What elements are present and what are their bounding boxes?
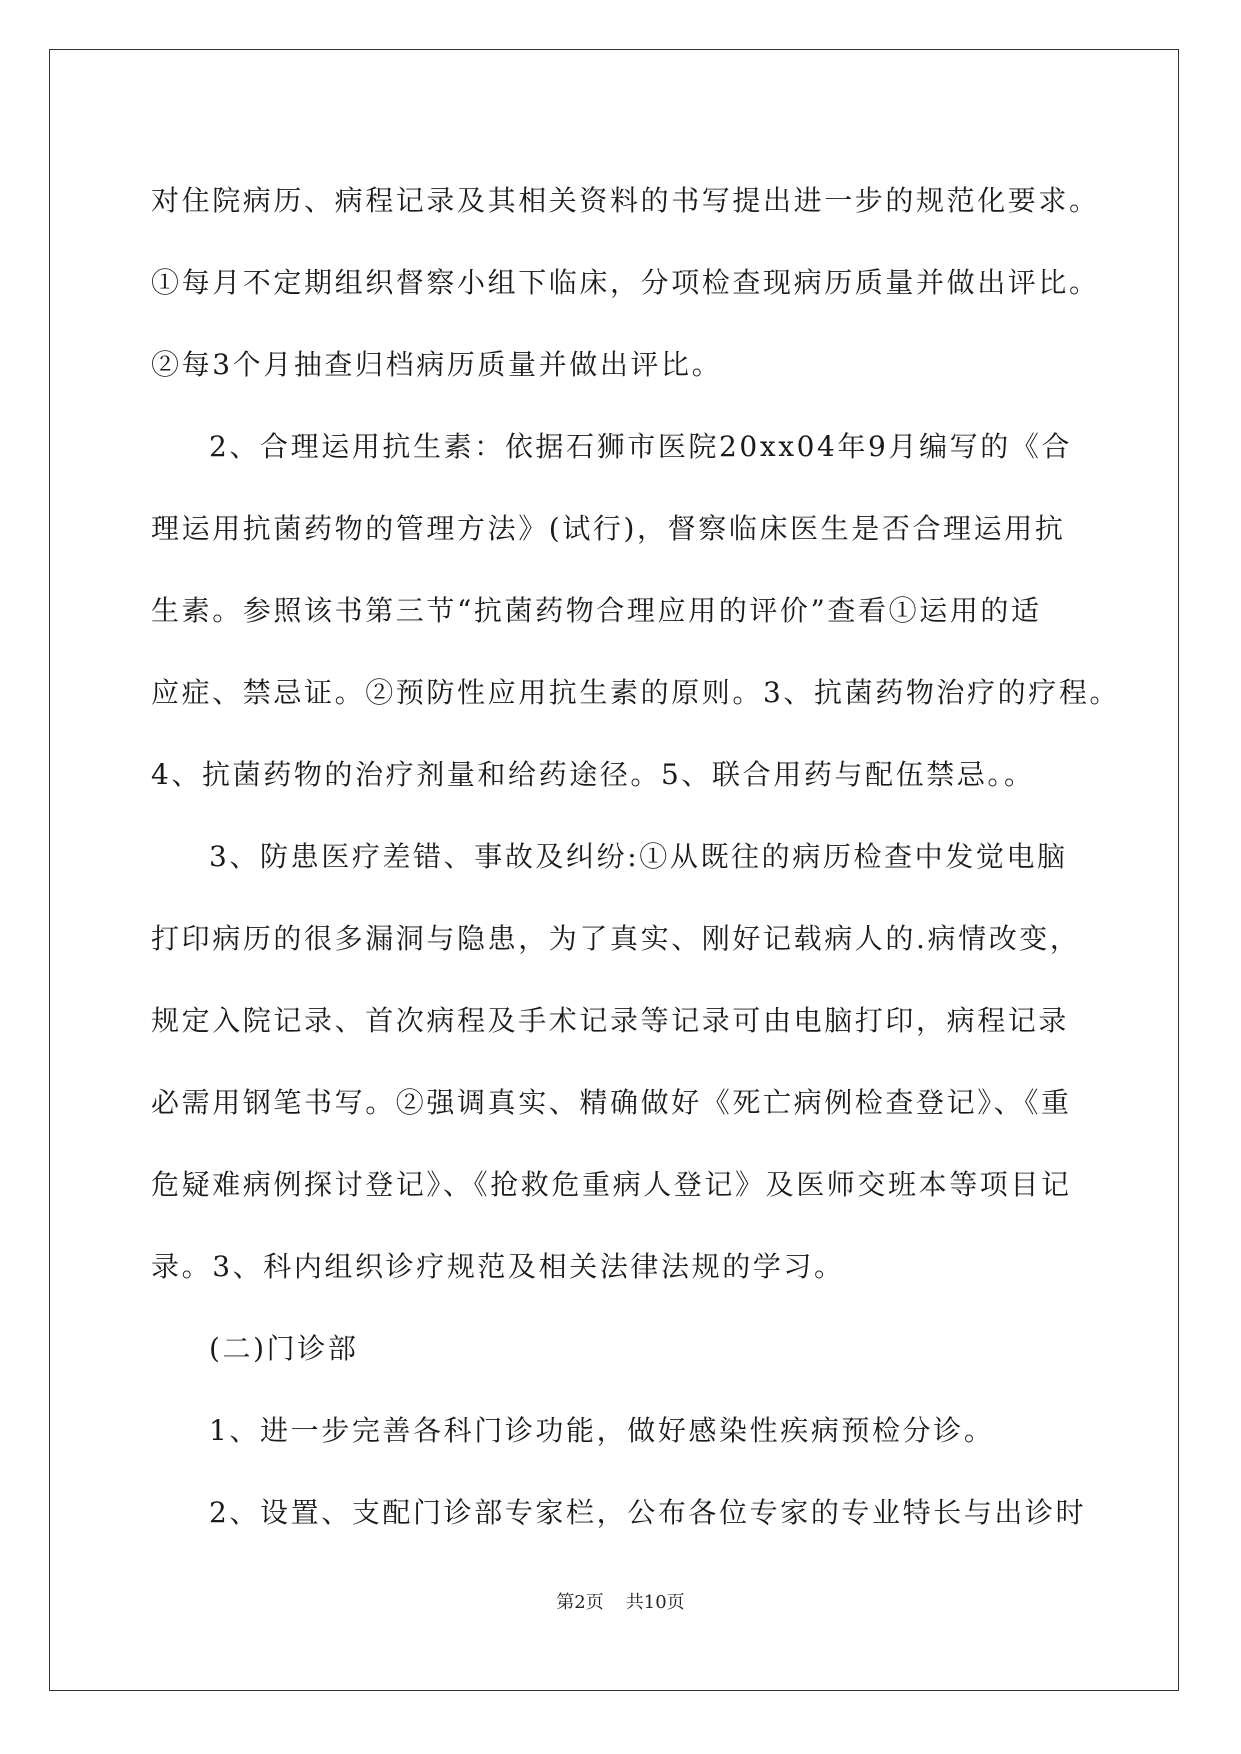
text-line: 1、进一步完善各科门诊功能，做好感染性疾病预检分诊。 xyxy=(209,1414,995,1447)
document-body xyxy=(151,160,1121,1554)
page-footer xyxy=(0,1588,1241,1614)
text-line: ①每月不定期组织督察小组下临床，分项检查现病历质量并做出评比。 xyxy=(151,266,1100,299)
text-line: 2、合理运用抗生素：依据石狮市医院20xx04年9月编写的《合 xyxy=(209,430,1073,463)
text-line: 应症、禁忌证。②预防性应用抗生素的原则。3、抗菌药物治疗的疗程。 xyxy=(151,676,1121,709)
text-line: 4、抗菌药物的治疗剂量和给药途径。5、联合用药与配伍禁忌。。 xyxy=(151,758,1035,791)
text-line: 理运用抗菌药物的管理方法》(试行)，督察临床医生是否合理运用抗 xyxy=(151,512,1066,545)
text-line: 对住院病历、病程记录及其相关资料的书写提出进一步的规范化要求。 xyxy=(151,184,1100,217)
text-line: 2、设置、支配门诊部专家栏，公布各位专家的专业特长与出诊时 xyxy=(209,1496,1087,1529)
section-heading: (二)门诊部 xyxy=(209,1332,359,1365)
page-number: 第2页 xyxy=(556,1592,604,1613)
text-line: 打印病历的很多漏洞与隐患，为了真实、刚好记载病人的.病情改变， xyxy=(151,922,1081,955)
text-line: 录。3、科内组织诊疗规范及相关法律法规的学习。 xyxy=(151,1250,845,1283)
text-line: 必需用钢笔书写。②强调真实、精确做好《死亡病例检查登记》、《重 xyxy=(151,1086,1072,1119)
text-line: 规定入院记录、首次病程及手术记录等记录可由电脑打印，病程记录 xyxy=(151,1004,1070,1037)
text-line: 3、防患医疗差错、事故及纠纷:①从既往的病历检查中发觉电脑 xyxy=(209,840,1068,873)
page-total: 共10页 xyxy=(625,1592,685,1613)
text-line: ②每3个月抽查归档病历质量并做出评比。 xyxy=(151,348,723,381)
text-line: 生素。参照该书第三节“抗菌药物合理应用的评价”查看①运用的适 xyxy=(151,594,1042,627)
text-line: 危疑难病例探讨登记》、《抢救危重病人登记》及医师交班本等项目记 xyxy=(151,1168,1072,1201)
